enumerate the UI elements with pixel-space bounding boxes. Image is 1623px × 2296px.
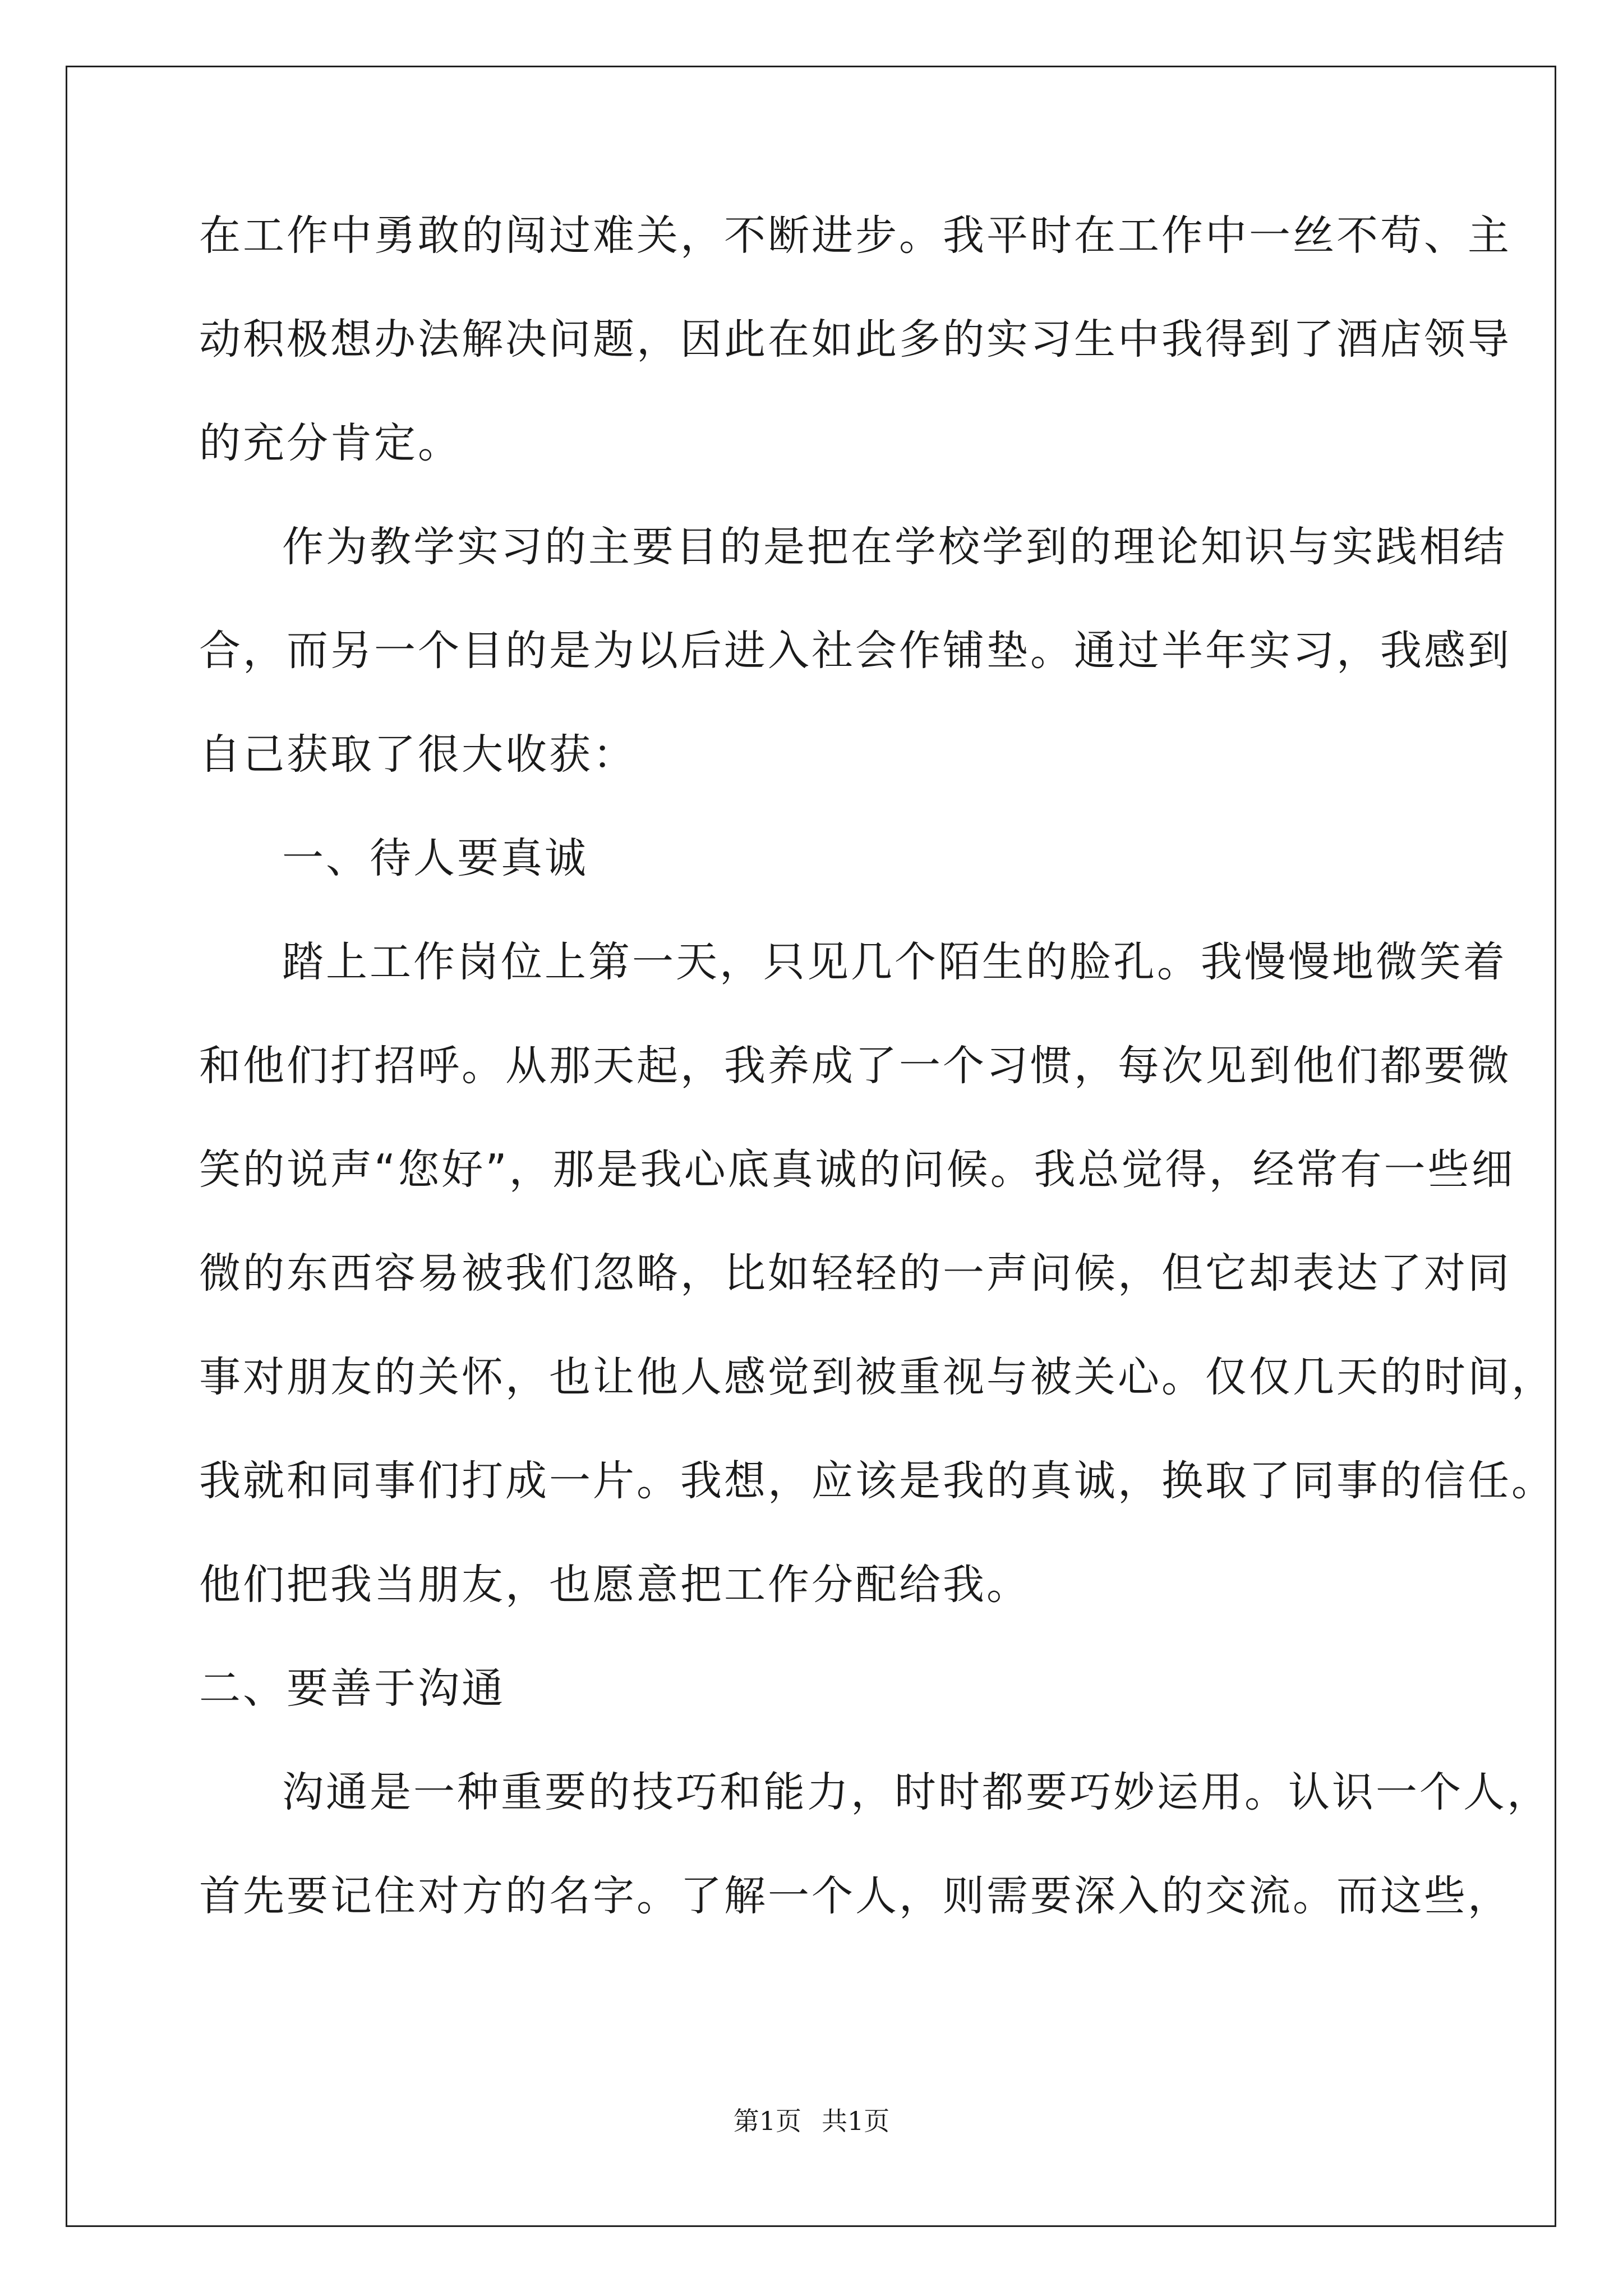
text-line: 他们把我当朋友，也愿意把工作分配给我。 bbox=[199, 1561, 1030, 1609]
text-line: 踏上工作岗位上第一天，只见几个陌生的脸孔。我慢慢地微笑着 bbox=[282, 938, 1507, 986]
text-line: 首先要记住对方的名字。了解一个人，则需要深入的交流。而这些， bbox=[199, 1872, 1511, 1920]
page-footer bbox=[0, 2101, 1623, 2138]
section-heading: 二、要善于沟通 bbox=[199, 1664, 505, 1713]
text-line: 微的东西容易被我们忽略，比如轻轻的一声问候，但它却表达了对同 bbox=[199, 1249, 1511, 1297]
text-line: 事对朋友的关怀，也让他人感觉到被重视与被关心。仅仅几天的时间， bbox=[199, 1353, 1555, 1401]
page-total: 共1页 bbox=[822, 2106, 890, 2136]
section-heading: 一、待人要真诚 bbox=[282, 834, 588, 882]
text-line: 作为教学实习的主要目的是把在学校学到的理论知识与实践相结 bbox=[282, 523, 1507, 571]
text-line: 自己获取了很大收获： bbox=[199, 730, 637, 779]
page-number: 第1页 bbox=[733, 2106, 801, 2136]
text-line: 我就和同事们打成一片。我想，应该是我的真诚，换取了同事的信任。 bbox=[199, 1457, 1555, 1505]
text-line: 动积极想办法解决问题，因此在如此多的实习生中我得到了酒店领导 bbox=[199, 315, 1511, 364]
text-line: 的充分肯定。 bbox=[199, 419, 462, 467]
text-line: 和他们打招呼。从那天起，我养成了一个习惯，每次见到他们都要微 bbox=[199, 1042, 1511, 1090]
text-line: 沟通是一种重要的技巧和能力，时时都要巧妙运用。认识一个人， bbox=[282, 1768, 1551, 1816]
text-line: 笑的说声“您好”，那是我心底真诚的问候。我总觉得，经常有一些细 bbox=[199, 1145, 1515, 1194]
text-line: 在工作中勇敢的闯过难关，不断进步。我平时在工作中一丝不苟、主 bbox=[199, 211, 1511, 260]
text-line: 合，而另一个目的是为以后进入社会作铺垫。通过半年实习，我感到 bbox=[199, 627, 1511, 675]
